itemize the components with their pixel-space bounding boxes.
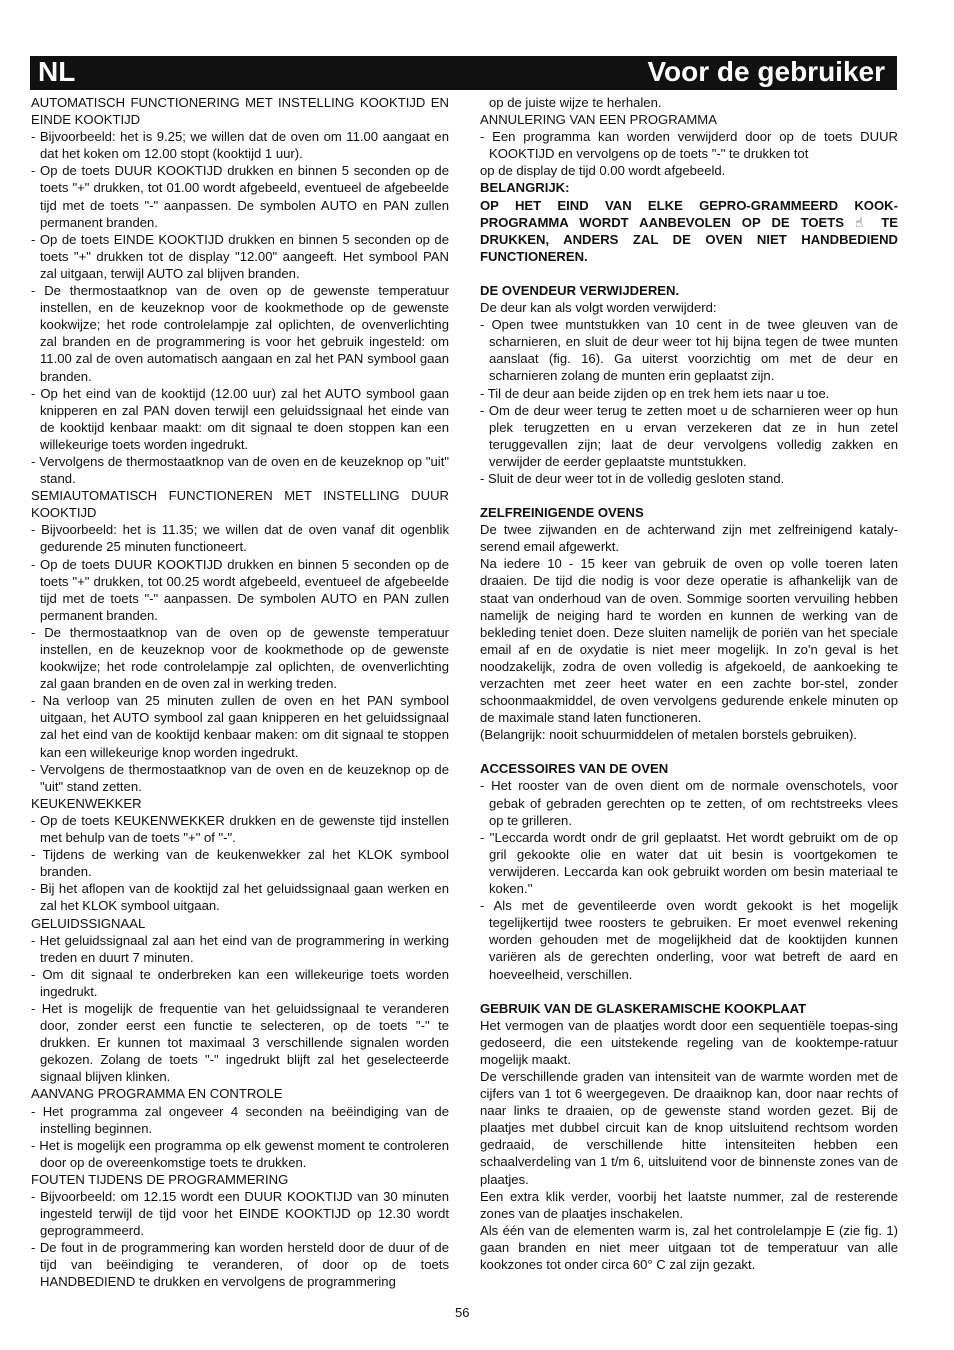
- paragraph: Het vermogen van de plaatjes wordt door een sequentiële toepas-sing gedoseerd, die een uitstekende regeling van de kooktempe-ratuur mogelijk maakt.: [480, 1017, 898, 1067]
- section-heading: GELUIDSSIGNAAL: [31, 915, 146, 931]
- paragraph: De deur kan als volgt worden verwijderd:: [480, 300, 717, 316]
- language-code: NL: [38, 56, 76, 87]
- section-heading: KEUKENWEKKER: [31, 795, 142, 811]
- paragraph: De verschillende graden van intensiteit van de warmte worden met de cijfers van 1 tot 6 weergegeven. De draaiknop kan, door naar rechts of naar links te draaien, op de gewenste stand worden gezet. Bij de plaatjes met dubbel circuit kan de knop uitsluitend rechtsom worden gedraaid, de verschillende hitte intensiteiten hebben een schaalverdeling van 1 t/m 6, uitsluitend voor de binnenste zones van de plaatjes.: [480, 1068, 898, 1187]
- list-item: - Bij het aflopen van de kooktijd zal het geluidssignaal gaan werken en zal het KLOK symbool uitgaan.: [31, 881, 449, 914]
- page-number: 56: [455, 1305, 470, 1320]
- bold-heading: DE OVENDEUR VERWIJDEREN.: [480, 282, 680, 298]
- list-item: - Het rooster van de oven dient om de normale ovenschotels, voor gebak of gebraden gerechten op te zetten, of om rechtstreeks vlees op te grilleren.: [480, 778, 898, 828]
- list-item: - Open twee muntstukken van 10 cent in de twee gleuven van de scharnieren, en sluit de deur weer tot hij bijna tegen de twee munten aanslaat (fig. 16). Ga uiterst voorzichtig om met de deur en scharnieren zolang de munten erin geplaatst zijn.: [480, 317, 898, 384]
- list-item: - Til de deur aan beide zijden op en trek hem iets naar u toe.: [480, 385, 830, 401]
- list-item: - Op het eind van de kooktijd (12.00 uur) zal het AUTO symbool gaan knipperen en zal PAN doven terwijl een geluidssignaal het einde van de kooktijd kenbaar maakt: om dit signaal te doen stoppen kan een willekeurige toets worden ingedrukt.: [31, 385, 449, 452]
- section-heading: AUTOMATISCH FUNCTIONERING MET INSTELLING KOOKTIJD EN EINDE KOOKTIJD: [31, 95, 449, 128]
- list-item: - Op de toets DUUR KOOKTIJD drukken en binnen 5 seconden op de toets "+" drukken, tot 01.00 wordt afgebeeld, eventueel de afgebeelde tijd met de toets "-" aanpassen. De symbolen AUTO en PAN zullen permanent branden.: [31, 163, 449, 230]
- bold-heading: OP HET EIND VAN ELKE GEPRO-GRAMMEERD KOOK-PROGRAMMA WORDT AANBEVOLEN OP DE TOETS ☝ TE DRUKKEN, ANDERS ZAL DE OVEN NIET HANDBEDIEND FUNCTIONEREN.: [480, 197, 898, 264]
- bold-heading: ACCESSOIRES VAN DE OVEN: [480, 761, 669, 777]
- right-column: [480, 94, 898, 1273]
- list-item: - Vervolgens de thermostaatknop van de oven en de keuzeknop op "uit" stand.: [31, 453, 449, 487]
- paragraph: op de display de tijd 0.00 wordt afgebeeld.: [480, 163, 726, 179]
- list-item: - Als met de geventileerde oven wordt gekookt is het mogelijk tegelijkertijd twee roosters te gebruiken. Er moet evenwel rekening worden gehouden met de mogelijkheid dat de kooktijden kunnen variëren als de gerechten onderling, voor wat betreft de aard en hoeveelheid, verschillen.: [480, 898, 898, 982]
- list-item: - Vervolgens de thermostaatknop van de oven en de keuzeknop op de "uit" stand zetten.: [31, 761, 449, 794]
- page-title: Voor de gebruiker: [647, 56, 885, 87]
- list-item: - Bijvoorbeeld: het is 9.25; we willen dat de oven om 11.00 aangaat en dat het koken om 12.00 stopt (kooktijd 1 uur).: [31, 129, 449, 162]
- list-item: - Het is mogelijk een programma op elk gewenst moment te controleren door op de overeenkomstige toets te drukken.: [31, 1137, 449, 1170]
- bold-heading: BELANGRIJK:: [480, 180, 570, 196]
- section-heading: ANNULERING VAN EEN PROGRAMMA: [480, 112, 717, 128]
- list-item: - Om dit signaal te onderbreken kan een willekeurige toets worden ingedrukt.: [31, 966, 449, 999]
- spacer: [480, 487, 898, 504]
- bold-heading: GEBRUIK VAN DE GLASKERAMISCHE KOOKPLAAT: [480, 1000, 807, 1016]
- list-item: - Het programma zal ongeveer 4 seconden na beëindiging van de instelling beginnen.: [31, 1103, 449, 1136]
- bold-heading: ZELFREINIGENDE OVENS: [480, 505, 644, 521]
- paragraph: Als één van de elementen warm is, zal het controlelampje E (zie fig. 1) gaan branden en niet meer uitgaan tot de temperatuur van alle kookzones tot onder circa 60° C zal zijn gezakt.: [480, 1222, 898, 1272]
- list-item: - Bijvoorbeeld: om 12.15 wordt een DUUR KOOKTIJD van 30 minuten ingesteld terwijl de tijd voor het EINDE KOOKTIJD op 12.30 wordt geprogrammeerd.: [31, 1189, 449, 1239]
- list-item: - Bijvoorbeeld: het is 11.35; we willen dat de oven vanaf dit ogenblik gedurende 25 minuten functioneert.: [31, 522, 449, 555]
- list-item: - Een programma kan worden verwijderd door op de toets DUUR KOOKTIJD en vervolgens op de toets "-" te drukken tot: [480, 129, 898, 162]
- paragraph: De twee zijwanden en de achterwand zijn met zelfreinigend kataly-serend email afgewerkt.: [480, 522, 898, 555]
- list-item: - Op de toets EINDE KOOKTIJD drukken en binnen 5 seconden op de toets "+" drukken tot de display "12.00" aangeeft. Het symbool PAN zal uitgaan, terwijl AUTO zal blijven branden.: [31, 231, 449, 281]
- list-item: - Om de deur weer terug te zetten moet u de scharnieren weer op hun plek terugzetten en u ervan verzekeren dat ze in hun zetel teruggevallen zijn; laat de deur vervolgens volledig zakken en verwijder de eerder geplaatste muntstukken.: [480, 402, 898, 469]
- list-item: - Het geluidssignaal zal aan het eind van de programmering in werking treden en duurt 7 minuten.: [31, 932, 449, 965]
- page-header: [30, 56, 897, 90]
- list-item: - Tijdens de werking van de keukenwekker zal het KLOK symbool branden.: [31, 847, 449, 880]
- list-item: - Sluit de deur weer tot in de volledig gesloten stand.: [480, 470, 785, 486]
- list-item: - De thermostaatknop van de oven op de gewenste temperatuur instellen, en de keuzeknop voor de kookmethode op de gewenste kookwijze; het rode controlelampje zal oplichten, de ovenverlichting zal branden en de programmering is voor het gebruik ingesteld: om 11.00 zal de oven automatisch aangaan en zal het PAN symbool gaan branden.: [31, 283, 449, 384]
- section-heading: FOUTEN TIJDENS DE PROGRAMMERING: [31, 1171, 289, 1187]
- list-item: - De thermostaatknop van de oven op de gewenste temperatuur instellen, en de keuzeknop voor de kookmethode op de gewenste kookwijze; het rode controlelampje zal oplichten, de ovenverlichting zal gaan branden en de oven zal in werking treden.: [31, 624, 449, 692]
- paragraph: op de juiste wijze te herhalen.: [489, 95, 662, 110]
- list-item: - Op de toets DUUR KOOKTIJD drukken en binnen 5 seconden op de toets "+" drukken, tot 00.25 wordt afgebeeld, eventueel de afgebeelde tijd met de toets "-" aanpassen. De symbolen AUTO en PAN zullen permanent branden.: [31, 556, 449, 623]
- section-heading: SEMIAUTOMATISCH FUNCTIONEREN MET INSTELLING DUUR KOOKTIJD: [31, 488, 449, 521]
- spacer: [480, 265, 898, 282]
- left-column: [31, 94, 449, 1291]
- paragraph: (Belangrijk: nooit schuurmiddelen of metalen borstels gebruiken).: [480, 727, 858, 743]
- list-item: - De fout in de programmering kan worden hersteld door de duur of de tijd van beëindiging te veranderen, of door op de toets HANDBEDIEND te drukken en vervolgens de programmering: [31, 1240, 449, 1290]
- section-heading: AANVANG PROGRAMMA EN CONTROLE: [31, 1086, 283, 1102]
- spacer: [480, 743, 898, 760]
- spacer: [480, 983, 898, 1000]
- list-item: - Na verloop van 25 minuten zullen de oven en het PAN symbool uitgaan, het AUTO symbool zal gaan knipperen en het geluidssignaal zal het eind van de kooktijd kenbaar maken: om dit signaal te stoppen kan een willekeurige knop worden ingedrukt.: [31, 693, 449, 760]
- paragraph: Na iedere 10 - 15 keer van gebruik de oven op volle toeren laten draaien. De tijd die nodig is voor deze operatie is afhankelijk van de staat van onderhoud van de oven. Sommige soorten vervuiling hebben namelijk de neiging hard te worden en kunnen de werking van de bekleding teniet doen. Deze sluiten namelijk de poriën van het speciale email af en de oxydatie is niet meer mogelijk. In zo'n geval is het noodzakelijk, zodra de oven volledig is afgekoeld, de aankoeking te verzachten met zeer heet water en een zachte bor-stel, zonder schoonmaakmiddel, de oven vervolgens gedurende enkele minuten op de maximale stand laten functioneren.: [480, 556, 898, 726]
- list-item: - ''Leccarda wordt ondr de gril geplaatst. Het wordt gebruikt om de op gril gekookte olie en water dat uit besin is voortgekomen te verwijderen. Leccarda kan ook gebruikt worden om besin materiaal te koken.'': [480, 829, 898, 897]
- list-item: - Op de toets KEUKENWEKKER drukken en de gewenste tijd instellen met behulp van de toets "+" of "-".: [31, 812, 449, 846]
- list-item: - Het is mogelijk de frequentie van het geluidssignaal te veranderen door, zonder eerst een functie te selecteren, op de toets "-" te drukken. Er kunnen tot maximaal 3 verschillende signalen worden gekozen. Zolang de toets "-" ingedrukt blijft zal het geselecteerde signaal blijven klinken.: [31, 1000, 449, 1085]
- paragraph: Een extra klik verder, voorbij het laatste nummer, zal de resterende zones van de plaatjes inschakelen.: [480, 1188, 898, 1221]
